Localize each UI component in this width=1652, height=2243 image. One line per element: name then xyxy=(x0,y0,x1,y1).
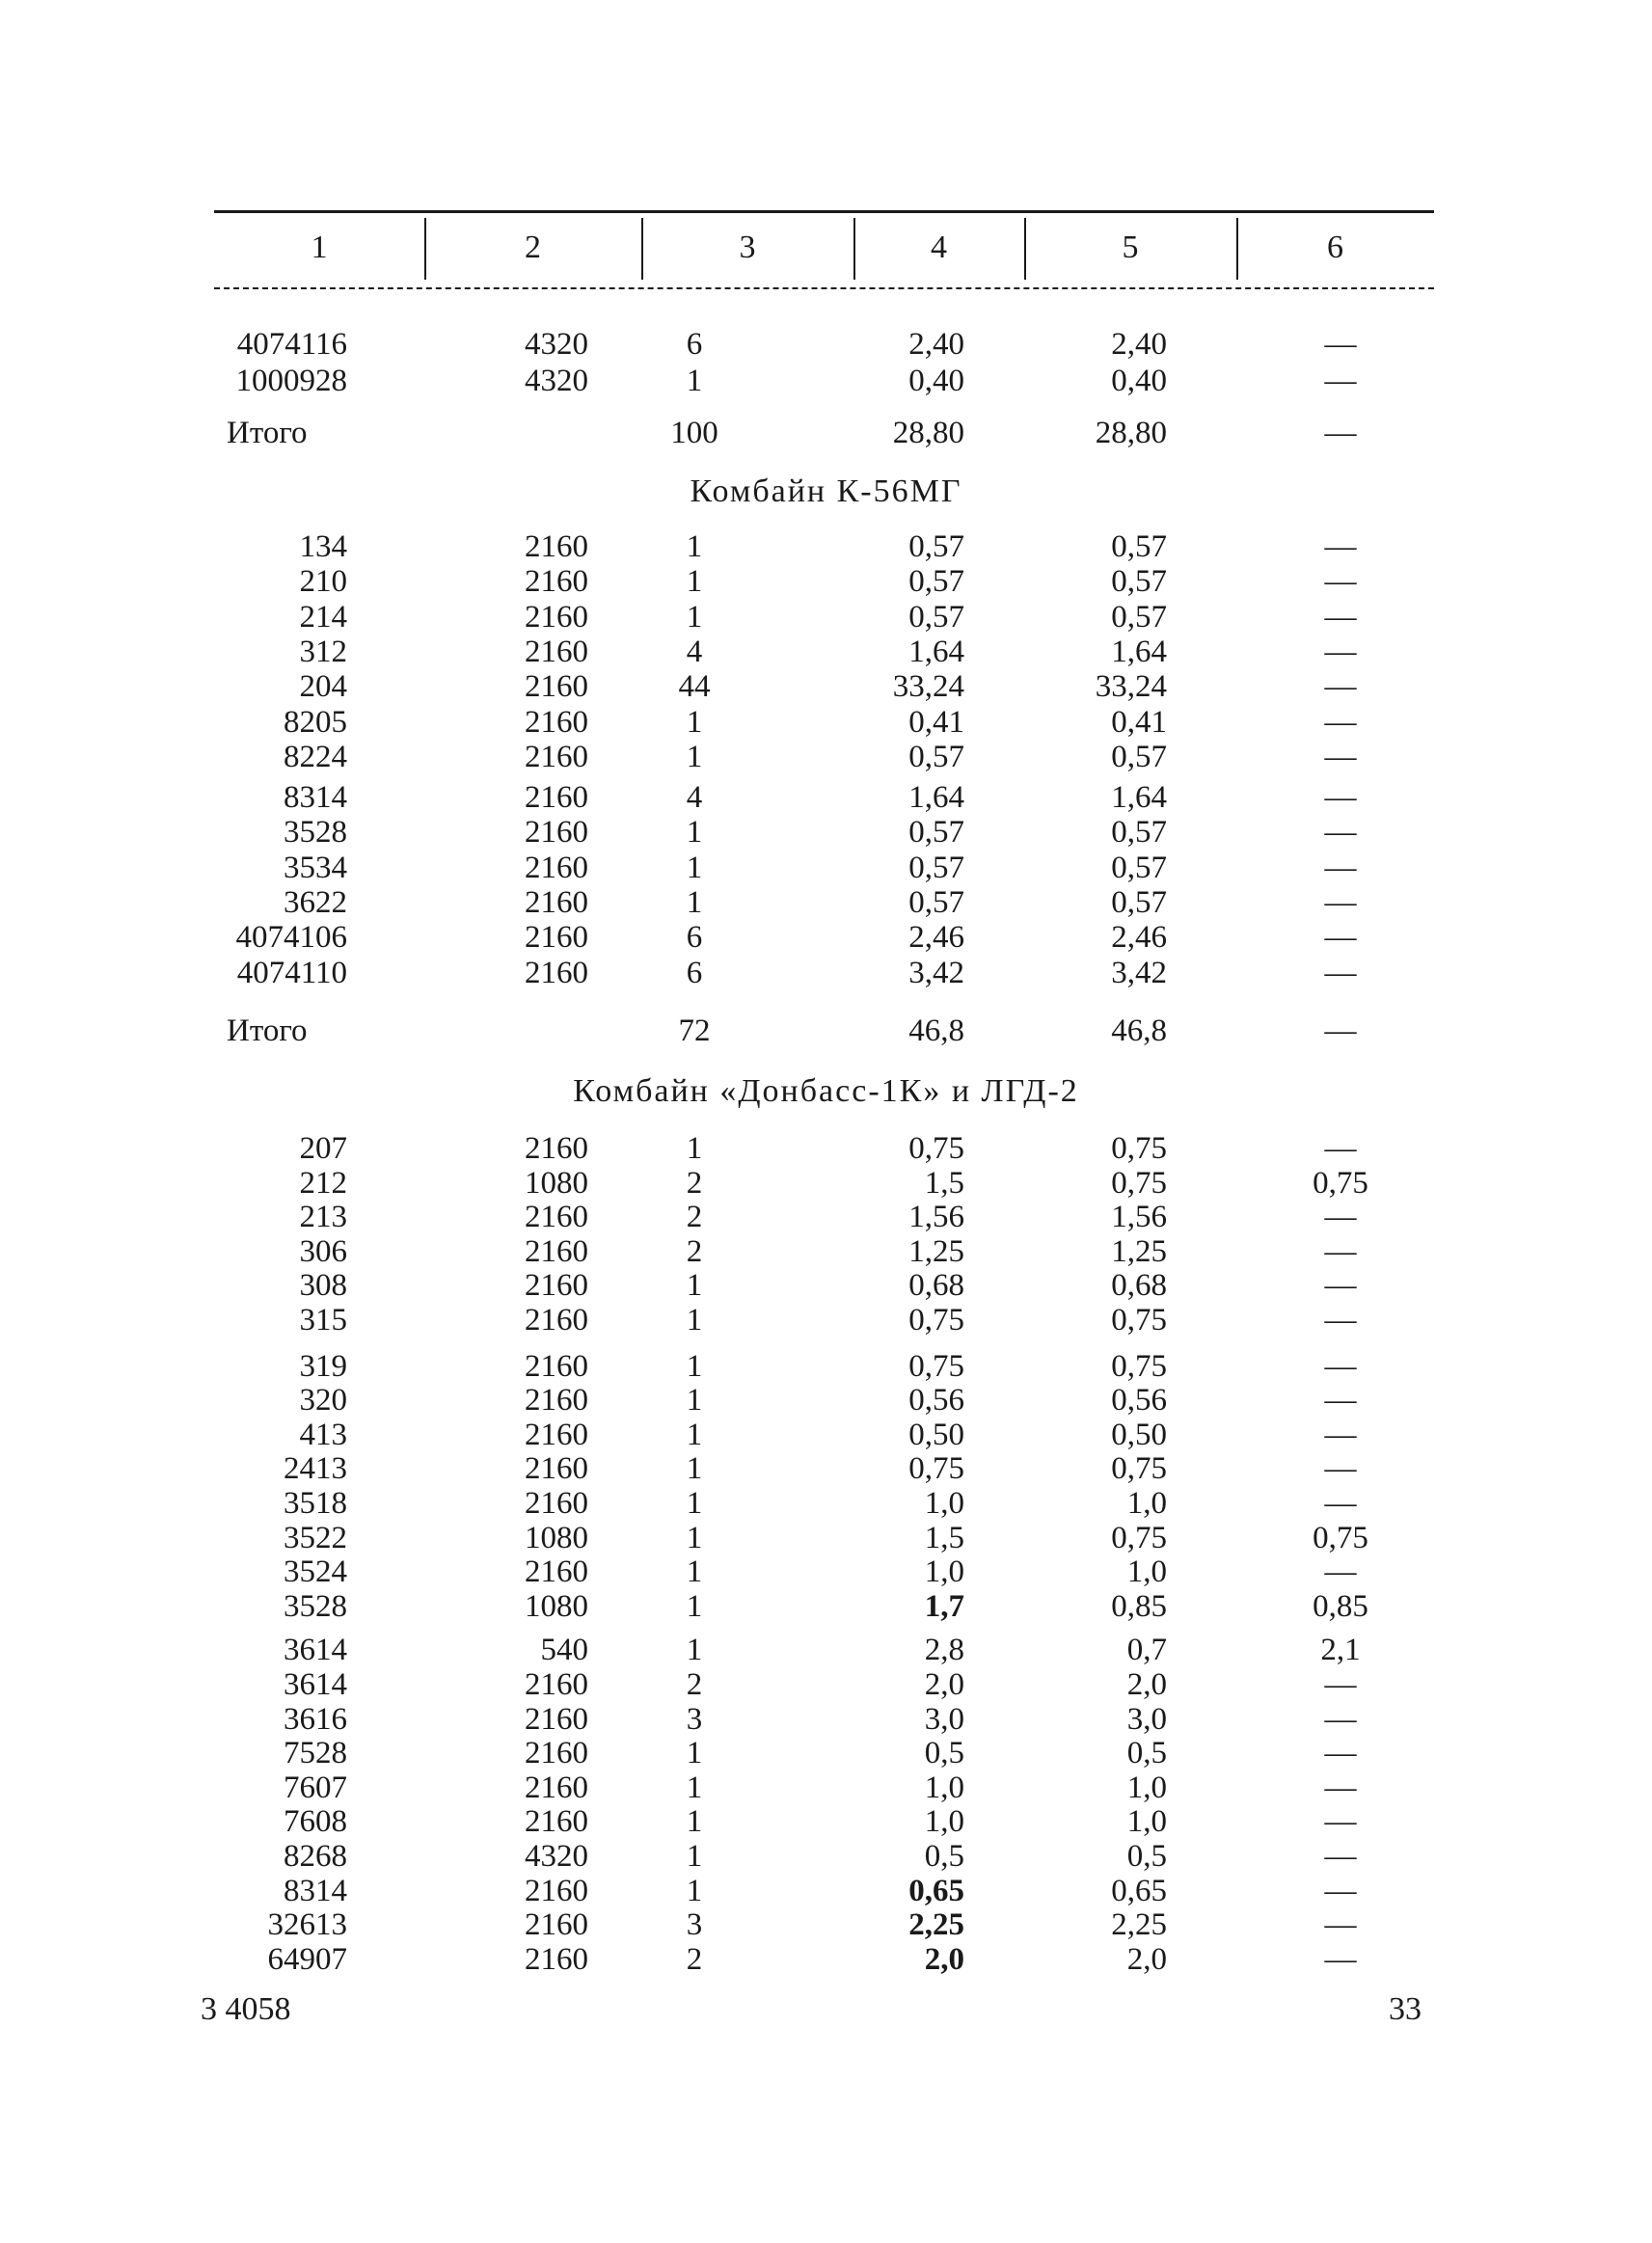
cell-number: 210 xyxy=(299,564,347,600)
cell-col5: 1,0 xyxy=(1126,1770,1167,1805)
cell-col5: 0,57 xyxy=(1111,885,1167,920)
table-row xyxy=(0,1803,1652,1840)
cell-value: 4320 xyxy=(525,364,588,398)
column-header-5: 5 xyxy=(1122,230,1139,265)
cell-col5: 0,5 xyxy=(1126,1839,1167,1874)
table-row xyxy=(0,739,1652,775)
table-row xyxy=(0,779,1652,816)
table-row xyxy=(0,1906,1652,1943)
cell-col5: 1,0 xyxy=(1126,1554,1167,1590)
table-row xyxy=(0,955,1652,991)
cell-count: 6 xyxy=(686,955,703,990)
cell-count: 1 xyxy=(686,885,703,920)
cell-col4: 0,75 xyxy=(908,1451,964,1487)
cell-col6: — xyxy=(1324,1486,1357,1521)
cell-col5: 0,57 xyxy=(1111,815,1167,851)
total-col4: 46,8 xyxy=(908,1013,964,1048)
cell-value: 2160 xyxy=(525,1348,588,1384)
total-col3: 100 xyxy=(670,416,718,450)
cell-col6: — xyxy=(1324,1131,1357,1166)
cell-count: 2 xyxy=(686,1667,703,1702)
table-row xyxy=(0,1485,1652,1522)
cell-value: 2160 xyxy=(525,1907,588,1943)
cell-count: 1 xyxy=(686,1451,703,1487)
cell-number: 3528 xyxy=(284,815,347,851)
cell-col6: — xyxy=(1324,885,1357,920)
cell-number: 213 xyxy=(299,1200,347,1235)
cell-count: 1 xyxy=(686,1633,703,1668)
cell-number: 4074116 xyxy=(236,327,347,362)
table-row xyxy=(0,919,1652,956)
cell-value: 540 xyxy=(540,1633,588,1668)
table-row xyxy=(0,599,1652,635)
cell-count: 2 xyxy=(686,1200,703,1235)
cell-col6: — xyxy=(1324,1873,1357,1908)
cell-number: 8205 xyxy=(284,704,347,740)
cell-number: 319 xyxy=(299,1348,347,1384)
cell-col6: 0,75 xyxy=(1313,1520,1368,1555)
header-bottom-rule xyxy=(214,287,1434,289)
cell-count: 1 xyxy=(686,599,703,635)
cell-col4: 0,57 xyxy=(908,529,964,564)
cell-col4: 0,57 xyxy=(908,599,964,635)
cell-col4: 1,25 xyxy=(908,1233,964,1269)
header-top-rule xyxy=(214,210,1434,213)
page-code: 3 4058 xyxy=(201,1991,291,2027)
cell-value: 2160 xyxy=(525,1268,588,1304)
cell-col6: — xyxy=(1324,1770,1357,1805)
cell-value: 2160 xyxy=(525,780,588,816)
cell-value: 2160 xyxy=(525,739,588,774)
cell-col5: 1,64 xyxy=(1111,780,1167,816)
cell-col6: — xyxy=(1324,1667,1357,1702)
cell-number: 8314 xyxy=(284,1873,347,1908)
table-row xyxy=(0,1267,1652,1304)
cell-number: 207 xyxy=(299,1131,347,1166)
table-row xyxy=(0,1701,1652,1738)
cell-number: 3528 xyxy=(284,1588,347,1624)
page-number: 33 xyxy=(1389,1991,1422,2027)
cell-col4: 2,0 xyxy=(924,1667,964,1702)
cell-col6: — xyxy=(1324,1417,1357,1452)
cell-number: 306 xyxy=(299,1233,347,1269)
table-row xyxy=(0,1735,1652,1771)
total-label: Итого xyxy=(227,1013,308,1048)
cell-value: 2160 xyxy=(525,529,588,564)
cell-number: 3614 xyxy=(284,1633,347,1668)
cell-col6: — xyxy=(1324,850,1357,885)
cell-count: 1 xyxy=(686,1804,703,1840)
total-col5: 46,8 xyxy=(1111,1013,1167,1048)
cell-number: 3524 xyxy=(284,1554,347,1590)
cell-count: 1 xyxy=(686,364,703,398)
cell-col6: — xyxy=(1324,1383,1357,1419)
cell-col4: 0,40 xyxy=(908,364,964,398)
cell-col6: — xyxy=(1324,955,1357,990)
cell-number: 8268 xyxy=(284,1839,347,1874)
cell-col5: 0,5 xyxy=(1126,1736,1167,1771)
cell-count: 44 xyxy=(678,669,711,705)
cell-count: 1 xyxy=(686,1588,703,1624)
cell-col4: 2,46 xyxy=(908,920,964,956)
cell-col4: 1,0 xyxy=(924,1554,964,1590)
cell-col6: — xyxy=(1324,739,1357,774)
cell-count: 1 xyxy=(686,1417,703,1452)
column-header-4: 4 xyxy=(931,230,947,265)
cell-col4: 0,57 xyxy=(908,564,964,600)
cell-count: 4 xyxy=(686,634,703,669)
cell-col5: 2,40 xyxy=(1111,327,1167,362)
cell-count: 1 xyxy=(686,1268,703,1304)
cell-col4: 0,57 xyxy=(908,850,964,885)
table-row xyxy=(0,1873,1652,1909)
cell-value: 2160 xyxy=(525,634,588,669)
cell-col6: — xyxy=(1324,1303,1357,1338)
cell-count: 1 xyxy=(686,739,703,774)
column-header-1: 1 xyxy=(311,230,328,265)
cell-count: 6 xyxy=(686,920,703,956)
cell-value: 2160 xyxy=(525,1233,588,1269)
cell-col6: — xyxy=(1324,1451,1357,1487)
table-row xyxy=(0,1554,1652,1590)
cell-col5: 0,68 xyxy=(1111,1268,1167,1304)
cell-value: 1080 xyxy=(525,1588,588,1624)
cell-value: 1080 xyxy=(525,1520,588,1555)
cell-value: 2160 xyxy=(525,1941,588,1977)
cell-col4: 33,24 xyxy=(892,669,964,705)
cell-value: 2160 xyxy=(525,1770,588,1805)
cell-col5: 0,57 xyxy=(1111,599,1167,635)
cell-number: 64907 xyxy=(267,1941,347,1977)
cell-col6: — xyxy=(1324,1736,1357,1771)
table-row xyxy=(0,1588,1652,1625)
cell-col4: 0,57 xyxy=(908,815,964,851)
cell-value: 2160 xyxy=(525,1200,588,1235)
cell-count: 4 xyxy=(686,780,703,816)
cell-col4: 0,65 xyxy=(908,1873,964,1908)
cell-col4: 0,50 xyxy=(908,1417,964,1452)
cell-col6: — xyxy=(1324,780,1357,816)
cell-count: 2 xyxy=(686,1941,703,1977)
cell-value: 4320 xyxy=(525,327,588,362)
cell-col5: 0,57 xyxy=(1111,564,1167,600)
cell-number: 4074106 xyxy=(235,920,347,956)
cell-col6: — xyxy=(1324,1233,1357,1269)
cell-col6: — xyxy=(1324,564,1357,600)
cell-count: 1 xyxy=(686,529,703,564)
cell-value: 1080 xyxy=(525,1165,588,1201)
cell-value: 2160 xyxy=(525,1417,588,1452)
cell-value: 2160 xyxy=(525,1804,588,1840)
column-header-2: 2 xyxy=(525,230,541,265)
cell-col4: 1,56 xyxy=(908,1200,964,1235)
cell-col4: 0,57 xyxy=(908,739,964,774)
cell-value: 2160 xyxy=(525,1667,588,1702)
cell-col4: 0,57 xyxy=(908,885,964,920)
cell-col4: 0,75 xyxy=(908,1348,964,1384)
cell-number: 7528 xyxy=(284,1736,347,1771)
cell-col6: — xyxy=(1324,1268,1357,1304)
cell-col6: 0,85 xyxy=(1313,1588,1368,1624)
cell-value: 2160 xyxy=(525,1701,588,1737)
cell-col5: 1,25 xyxy=(1111,1233,1167,1269)
cell-value: 2160 xyxy=(525,1131,588,1166)
cell-col6: — xyxy=(1324,529,1357,564)
cell-count: 1 xyxy=(686,1303,703,1338)
cell-value: 2160 xyxy=(525,1736,588,1771)
cell-number: 320 xyxy=(299,1383,347,1419)
cell-number: 3616 xyxy=(284,1701,347,1737)
cell-col6: 2,1 xyxy=(1320,1633,1361,1668)
cell-count: 1 xyxy=(686,1839,703,1874)
cell-col5: 0,75 xyxy=(1111,1131,1167,1166)
cell-value: 2160 xyxy=(525,955,588,990)
cell-col4: 3,42 xyxy=(908,955,964,990)
total-col5: 28,80 xyxy=(1095,416,1167,450)
table-row xyxy=(0,850,1652,886)
cell-col5: 0,41 xyxy=(1111,704,1167,740)
table-row xyxy=(0,884,1652,921)
cell-col4: 1,64 xyxy=(908,780,964,816)
cell-col4: 2,0 xyxy=(924,1941,964,1977)
total-col6: — xyxy=(1324,416,1357,450)
cell-value: 2160 xyxy=(525,1486,588,1521)
cell-number: 3622 xyxy=(284,885,347,920)
cell-col5: 0,75 xyxy=(1111,1303,1167,1338)
cell-number: 4074110 xyxy=(236,955,347,990)
cell-col4: 0,75 xyxy=(908,1131,964,1166)
table-row xyxy=(0,1130,1652,1167)
cell-col4: 1,0 xyxy=(924,1486,964,1521)
cell-number: 7607 xyxy=(284,1770,347,1805)
total-col3: 72 xyxy=(678,1013,711,1048)
cell-col5: 0,57 xyxy=(1111,739,1167,774)
cell-number: 308 xyxy=(299,1268,347,1304)
cell-col4: 2,8 xyxy=(924,1633,964,1668)
cell-col4: 1,7 xyxy=(924,1588,964,1624)
cell-count: 1 xyxy=(686,1520,703,1555)
total-row xyxy=(0,1013,1652,1049)
cell-value: 2160 xyxy=(525,885,588,920)
cell-col4: 3,0 xyxy=(924,1701,964,1737)
cell-col6: — xyxy=(1324,669,1357,705)
cell-count: 1 xyxy=(686,564,703,600)
cell-value: 2160 xyxy=(525,850,588,885)
table-row xyxy=(0,668,1652,705)
section-title: Комбайн «Донбасс-1К» и ЛГД-2 xyxy=(573,1073,1079,1109)
cell-col5: 3,42 xyxy=(1111,955,1167,990)
cell-col5: 1,56 xyxy=(1111,1200,1167,1235)
cell-number: 8224 xyxy=(284,739,347,774)
table-row xyxy=(0,1520,1652,1556)
cell-col5: 0,75 xyxy=(1111,1451,1167,1487)
table-row xyxy=(0,1199,1652,1235)
cell-col4: 1,5 xyxy=(924,1165,964,1201)
table-row xyxy=(0,1838,1652,1875)
cell-col6: — xyxy=(1324,364,1357,398)
cell-col6: — xyxy=(1324,1701,1357,1737)
cell-col6: — xyxy=(1324,599,1357,635)
cell-col5: 0,7 xyxy=(1126,1633,1167,1668)
column-header-3: 3 xyxy=(739,230,756,265)
cell-count: 1 xyxy=(686,704,703,740)
cell-col5: 0,56 xyxy=(1111,1383,1167,1419)
table-row xyxy=(0,814,1652,851)
cell-value: 4320 xyxy=(525,1839,588,1874)
table-row xyxy=(0,1770,1652,1806)
total-row xyxy=(0,415,1652,451)
cell-number: 315 xyxy=(299,1303,347,1338)
cell-value: 2160 xyxy=(525,1303,588,1338)
cell-value: 2160 xyxy=(525,1554,588,1590)
table-row xyxy=(0,528,1652,565)
cell-col6: — xyxy=(1324,1200,1357,1235)
cell-value: 2160 xyxy=(525,564,588,600)
cell-number: 32613 xyxy=(267,1907,347,1943)
cell-col5: 33,24 xyxy=(1095,669,1167,705)
cell-number: 413 xyxy=(299,1417,347,1452)
cell-count: 6 xyxy=(686,327,703,362)
cell-value: 2160 xyxy=(525,704,588,740)
cell-col5: 1,0 xyxy=(1126,1804,1167,1840)
table-row xyxy=(0,1382,1652,1419)
cell-count: 1 xyxy=(686,1348,703,1384)
cell-col6: — xyxy=(1324,1554,1357,1590)
cell-count: 2 xyxy=(686,1233,703,1269)
cell-number: 3534 xyxy=(284,850,347,885)
table-row xyxy=(0,363,1652,399)
cell-col6: — xyxy=(1324,327,1357,362)
cell-col4: 2,40 xyxy=(908,327,964,362)
cell-number: 7608 xyxy=(284,1804,347,1840)
cell-number: 2413 xyxy=(284,1451,347,1487)
table-row xyxy=(0,1941,1652,1978)
table-row xyxy=(0,1165,1652,1202)
cell-count: 1 xyxy=(686,1131,703,1166)
table-row xyxy=(0,1417,1652,1453)
table-row xyxy=(0,1632,1652,1668)
cell-number: 8314 xyxy=(284,780,347,816)
cell-col6: — xyxy=(1324,1348,1357,1384)
cell-value: 2160 xyxy=(525,1383,588,1419)
cell-col5: 0,75 xyxy=(1111,1348,1167,1384)
cell-col6: — xyxy=(1324,1839,1357,1874)
cell-number: 204 xyxy=(299,669,347,705)
cell-col5: 1,64 xyxy=(1111,634,1167,669)
cell-col4: 0,5 xyxy=(924,1736,964,1771)
cell-col6: — xyxy=(1324,704,1357,740)
total-col6: — xyxy=(1324,1013,1357,1048)
cell-col5: 2,46 xyxy=(1111,920,1167,956)
cell-value: 2160 xyxy=(525,1873,588,1908)
cell-value: 2160 xyxy=(525,599,588,635)
table-row xyxy=(0,704,1652,741)
cell-value: 2160 xyxy=(525,815,588,851)
cell-value: 2160 xyxy=(525,669,588,705)
cell-col4: 0,56 xyxy=(908,1383,964,1419)
cell-count: 1 xyxy=(686,1486,703,1521)
cell-col4: 0,68 xyxy=(908,1268,964,1304)
cell-col4: 1,0 xyxy=(924,1770,964,1805)
cell-count: 1 xyxy=(686,1873,703,1908)
cell-col5: 0,50 xyxy=(1111,1417,1167,1452)
cell-col5: 1,0 xyxy=(1126,1486,1167,1521)
cell-col4: 0,75 xyxy=(908,1303,964,1338)
cell-value: 2160 xyxy=(525,1451,588,1487)
cell-col6: — xyxy=(1324,1804,1357,1840)
cell-count: 1 xyxy=(686,1736,703,1771)
table-row xyxy=(0,563,1652,600)
cell-col6: — xyxy=(1324,634,1357,669)
cell-count: 1 xyxy=(686,1383,703,1419)
table-row xyxy=(0,1348,1652,1385)
cell-col5: 0,85 xyxy=(1111,1588,1167,1624)
cell-count: 1 xyxy=(686,1554,703,1590)
table-row xyxy=(0,1450,1652,1487)
cell-col5: 0,75 xyxy=(1111,1520,1167,1555)
cell-number: 134 xyxy=(299,529,347,564)
total-col4: 28,80 xyxy=(892,416,964,450)
table-row xyxy=(0,1233,1652,1270)
cell-col4: 1,64 xyxy=(908,634,964,669)
cell-col5: 2,0 xyxy=(1126,1941,1167,1977)
table-row xyxy=(0,634,1652,670)
cell-col5: 2,0 xyxy=(1126,1667,1167,1702)
cell-number: 3518 xyxy=(284,1486,347,1521)
table-row xyxy=(0,1666,1652,1703)
cell-col5: 0,57 xyxy=(1111,529,1167,564)
cell-col5: 0,65 xyxy=(1111,1873,1167,1908)
cell-number: 312 xyxy=(299,634,347,669)
cell-col6: — xyxy=(1324,1907,1357,1943)
cell-col4: 1,5 xyxy=(924,1520,964,1555)
cell-col5: 0,40 xyxy=(1111,364,1167,398)
cell-count: 3 xyxy=(686,1907,703,1943)
cell-number: 214 xyxy=(299,599,347,635)
cell-number: 1000928 xyxy=(235,364,347,398)
column-header-6: 6 xyxy=(1327,230,1343,265)
cell-count: 1 xyxy=(686,1770,703,1805)
cell-col5: 0,57 xyxy=(1111,850,1167,885)
cell-col4: 1,0 xyxy=(924,1804,964,1840)
cell-col5: 2,25 xyxy=(1111,1907,1167,1943)
section-title: Комбайн К-56МГ xyxy=(690,473,962,509)
cell-count: 1 xyxy=(686,815,703,851)
cell-col6: — xyxy=(1324,1941,1357,1977)
cell-count: 1 xyxy=(686,850,703,885)
cell-count: 3 xyxy=(686,1701,703,1737)
cell-col5: 0,75 xyxy=(1111,1165,1167,1201)
cell-col6: — xyxy=(1324,815,1357,851)
table-row xyxy=(0,326,1652,363)
cell-number: 3522 xyxy=(284,1520,347,1555)
table-row xyxy=(0,1302,1652,1338)
cell-col6: 0,75 xyxy=(1313,1165,1368,1201)
total-label: Итого xyxy=(227,416,308,450)
cell-count: 2 xyxy=(686,1165,703,1201)
cell-col6: — xyxy=(1324,920,1357,956)
cell-number: 3614 xyxy=(284,1667,347,1702)
cell-col5: 3,0 xyxy=(1126,1701,1167,1737)
cell-col4: 0,41 xyxy=(908,704,964,740)
cell-col4: 2,25 xyxy=(908,1907,964,1943)
cell-value: 2160 xyxy=(525,920,588,956)
cell-number: 212 xyxy=(299,1165,347,1201)
cell-col4: 0,5 xyxy=(924,1839,964,1874)
